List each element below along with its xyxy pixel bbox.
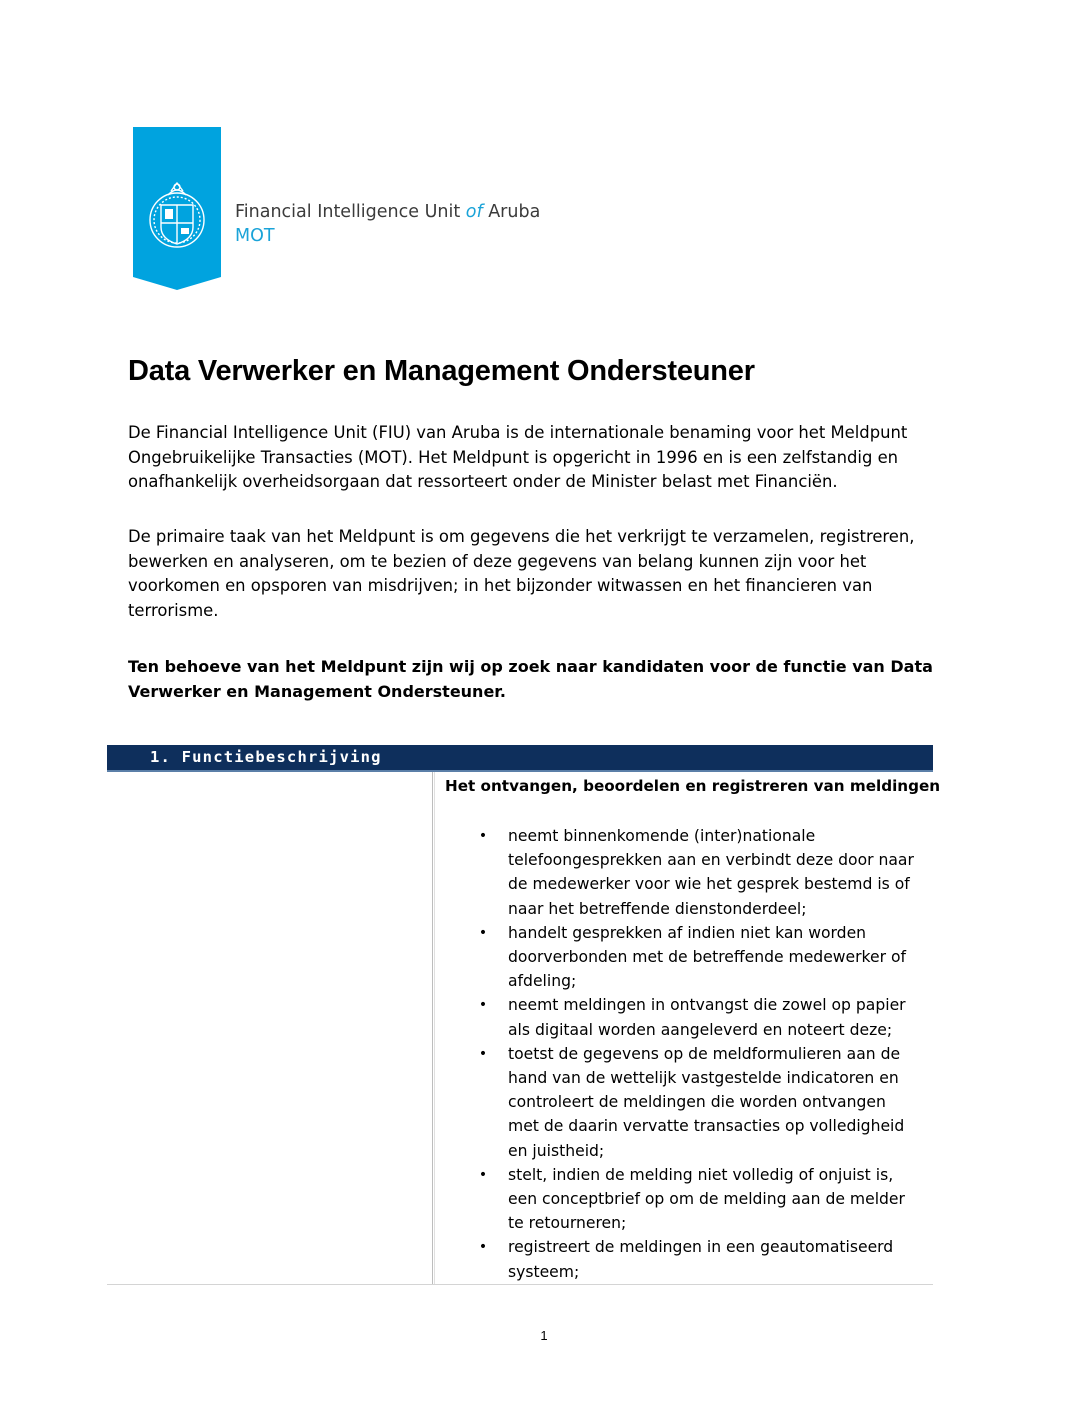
list-item: • neemt meldingen in ontvangst die zowel op papier als digitaal worden aangeleverd en noteert deze; — [478, 993, 928, 1041]
bullet-icon: • — [478, 1239, 488, 1256]
section-heading: 1. Functiebeschrijving — [150, 748, 382, 766]
list-item: • registreert de meldingen in een geautomatiseerd systeem; — [478, 1235, 928, 1283]
organization-abbreviation: MOT — [235, 226, 275, 246]
table-column-divider-shadow — [434, 772, 435, 1284]
bullet-icon: • — [478, 924, 488, 941]
intro-paragraph-2: De primaire taak van het Meldpunt is om gegevens die het verkrijgt te verzamelen, registreren, bewerken en analyseren, om te bezien of deze gegevens van belang kunnen zijn voor het voorkomen en opsporen van misdrijven; in het bijzonder witwassen en het financieren van terrorisme. — [128, 527, 915, 620]
duties-list — [478, 824, 928, 1284]
table-column-divider — [432, 772, 433, 1284]
list-item: • handelt gesprekken af indien niet kan worden doorverbonden met de betreffende medewerker of afdeling; — [478, 921, 928, 994]
vacancy-announcement: Ten behoeve van het Meldpunt zijn wij op zoek naar kandidaten voor de functie van Data Verwerker en Management Ondersteuner. — [128, 657, 933, 701]
page-number: 1 — [540, 1328, 548, 1343]
table-bottom-rule — [107, 1284, 933, 1285]
bullet-icon: • — [478, 1045, 488, 1062]
intro-paragraph-1: De Financial Intelligence Unit (FIU) van Aruba is de internationale benaming voor het Meldpunt Ongebruikelijke Transacties (MOT). Het Meldpunt is opgericht in 1996 en is een zelfstandig en onafhankelijk overheidsorgaan dat ressorteert onder de Minister belast met Financiën. — [128, 423, 908, 491]
organization-title: Financial Intelligence Unit of Aruba — [235, 202, 541, 222]
aruba-coat-of-arms-shield-icon — [133, 127, 221, 290]
section-header-bar — [107, 745, 933, 772]
organization-name — [235, 200, 540, 248]
list-item: • stelt, indien de melding niet volledig of onjuist is, een conceptbrief op om de melding aan de melder te retourneren; — [478, 1163, 928, 1236]
list-item: • toetst de gegevens op de meldformulieren aan de hand van de wettelijk vastgestelde indicatoren en controleert de meldingen die worden ontvangen met de daarin vervatte transacties op volledigheid en juistheid; — [478, 1042, 928, 1163]
bullet-icon: • — [478, 828, 488, 844]
duties-subheading: Het ontvangen, beoordelen en registreren van meldingen — [445, 777, 941, 795]
bullet-icon: • — [478, 1166, 488, 1183]
page-title: Data Verwerker en Management Ondersteuner — [128, 355, 755, 387]
bullet-icon: • — [478, 997, 488, 1014]
list-item: • neemt binnenkomende (inter)nationale telefoongesprekken aan en verbindt deze door naar de medewerker voor wie het gesprek bestemd is of naar het betreffende dienstonderdeel; — [478, 824, 928, 921]
